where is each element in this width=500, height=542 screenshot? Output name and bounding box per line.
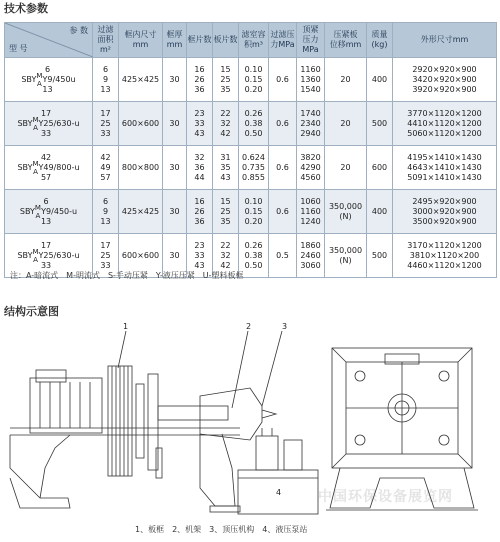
cell-model xyxy=(5,58,93,102)
model-suffix: /450-u xyxy=(51,206,78,216)
model-type-a: A xyxy=(35,211,41,220)
cell-plates: 22 32 42 xyxy=(213,234,239,278)
callout-4: 4 xyxy=(276,488,282,497)
structure-diagram xyxy=(0,318,500,524)
corner-model-label: 型 号 xyxy=(9,44,28,53)
cell-frames: 23 33 43 xyxy=(187,102,213,146)
structure-title: 结构示意图 xyxy=(4,305,59,318)
cell-pressure: 0.6 xyxy=(269,190,297,234)
model-type-m: M xyxy=(32,159,39,168)
cell-plates: 15 25 35 xyxy=(213,190,239,234)
cell-stroke: 20 xyxy=(325,146,367,190)
hydraulic-pump-station xyxy=(238,428,318,514)
header-area: 过滤 面积 m² xyxy=(93,23,119,58)
cell-dimensions: 2495×920×900 3000×920×900 3500×920×900 xyxy=(393,190,497,234)
corner-header xyxy=(5,23,93,58)
cell-inner-size: 600×600 xyxy=(119,234,163,278)
model-type-a: A xyxy=(33,123,38,132)
model-code xyxy=(17,241,79,271)
cell-press-force: 1740 2340 2940 xyxy=(297,102,325,146)
header-inner-size: 框内尺寸 mm xyxy=(119,23,163,58)
model-code xyxy=(21,65,75,95)
tech-params-title: 技术参数 xyxy=(4,2,48,15)
cell-thickness: 30 xyxy=(163,102,187,146)
cell-mass: 500 xyxy=(367,234,393,278)
table-row xyxy=(5,190,497,234)
filter-press-front-view xyxy=(326,348,478,510)
model-prefix: SBY xyxy=(17,250,33,260)
cell-frames: 32 36 44 xyxy=(187,146,213,190)
cell-frames: 23 33 43 xyxy=(187,234,213,278)
cell-volume: 0.624 0.735 0.855 xyxy=(239,146,269,190)
cell-model xyxy=(5,102,93,146)
model-code xyxy=(17,153,79,183)
cell-dimensions: 3770×1120×1200 4410×1120×1200 5060×1120×1200 xyxy=(393,102,497,146)
header-dimensions: 外形尺寸mm xyxy=(393,23,497,58)
spec-table xyxy=(4,22,497,278)
model-type-m: M xyxy=(32,115,39,124)
cell-plates: 15 25 35 xyxy=(213,58,239,102)
cell-dimensions: 2920×920×900 3420×920×900 3920×920×900 xyxy=(393,58,497,102)
table-row xyxy=(5,58,497,102)
model-type-m: M xyxy=(34,203,41,212)
cell-mass: 400 xyxy=(367,190,393,234)
callout-1: 1 xyxy=(123,322,129,331)
model-suffix: /630-u xyxy=(53,118,80,128)
model-suffix: /450u xyxy=(52,74,76,84)
header-plate-count: 板片数 xyxy=(213,23,239,58)
cell-area: 6 9 13 xyxy=(93,190,119,234)
cell-area: 17 25 33 xyxy=(93,102,119,146)
model-prefix: SBY xyxy=(17,162,33,172)
cell-model xyxy=(5,146,93,190)
cell-area: 42 49 57 xyxy=(93,146,119,190)
model-suffix: /630-u xyxy=(53,250,80,260)
cell-thickness: 30 xyxy=(163,190,187,234)
model-sizes: 6 Y9 13 xyxy=(40,196,52,226)
cell-plates: 31 35 43 xyxy=(213,146,239,190)
cell-stroke: 350,000 (N) xyxy=(325,234,367,278)
cell-inner-size: 800×800 xyxy=(119,146,163,190)
cell-thickness: 30 xyxy=(163,58,187,102)
cell-area: 17 25 33 xyxy=(93,234,119,278)
watermark: 中国环保设备展览网 xyxy=(318,489,453,505)
corner-param-label: 参 数 xyxy=(69,26,88,35)
cell-volume: 0.10 0.15 0.20 xyxy=(239,58,269,102)
header-stroke: 压紧板 位移mm xyxy=(325,23,367,58)
cell-pressure: 0.6 xyxy=(269,102,297,146)
legend-note: 注：A-暗流式 M-明流式 S-手动压紧 Y-液压压紧 U-塑料板框 xyxy=(10,271,244,280)
model-code xyxy=(20,197,77,227)
callout-3: 3 xyxy=(282,322,288,331)
cell-press-force: 1060 1160 1240 xyxy=(297,190,325,234)
cell-stroke: 350,000 (N) xyxy=(325,190,367,234)
cell-plates: 22 32 42 xyxy=(213,102,239,146)
cell-model xyxy=(5,190,93,234)
cell-inner-size: 425×425 xyxy=(119,190,163,234)
table-header-row xyxy=(5,23,497,58)
header-chamber-volume: 滤室容 积m³ xyxy=(239,23,269,58)
cell-press-force: 3820 4290 4560 xyxy=(297,146,325,190)
callout-2: 2 xyxy=(246,322,252,331)
header-mass: 质量 (kg) xyxy=(367,23,393,58)
header-frame-count: 框片数 xyxy=(187,23,213,58)
cell-mass: 500 xyxy=(367,102,393,146)
model-type-a: A xyxy=(36,79,42,88)
cell-inner-size: 600×600 xyxy=(119,102,163,146)
model-suffix: /800-u xyxy=(53,162,80,172)
cell-dimensions: 4195×1410×1430 4643×1410×1430 5091×1410×1430 xyxy=(393,146,497,190)
cell-press-force: 1160 1360 1540 xyxy=(297,58,325,102)
model-sizes: 17 Y25 33 xyxy=(38,240,54,270)
cell-dimensions: 3170×1120×1200 3810×1120×200 4460×1120×1200 xyxy=(393,234,497,278)
model-sizes: 6 Y9 13 xyxy=(42,64,53,94)
model-prefix: SBY xyxy=(17,118,33,128)
cell-pressure: 0.5 xyxy=(269,234,297,278)
cell-volume: 0.10 0.15 0.20 xyxy=(239,190,269,234)
cell-press-force: 1860 2460 3060 xyxy=(297,234,325,278)
cell-mass: 400 xyxy=(367,58,393,102)
diagram-caption: 1、板框 2、机架 3、顶压机构 4、液压泵站 xyxy=(135,525,308,534)
cell-pressure: 0.6 xyxy=(269,146,297,190)
cell-frames: 16 26 36 xyxy=(187,190,213,234)
model-type-m: M xyxy=(36,71,43,80)
cell-inner-size: 425×425 xyxy=(119,58,163,102)
cell-stroke: 20 xyxy=(325,102,367,146)
cell-thickness: 30 xyxy=(163,234,187,278)
cell-thickness: 30 xyxy=(163,146,187,190)
model-type-m: M xyxy=(32,247,39,256)
table-row xyxy=(5,146,497,190)
model-sizes: 17 Y25 33 xyxy=(38,108,54,138)
cell-stroke: 20 xyxy=(325,58,367,102)
cell-volume: 0.26 0.38 0.50 xyxy=(239,234,269,278)
model-code xyxy=(17,109,79,139)
header-frame-thickness: 框厚 mm xyxy=(163,23,187,58)
cell-area: 6 9 13 xyxy=(93,58,119,102)
cell-volume: 0.26 0.38 0.50 xyxy=(239,102,269,146)
cell-pressure: 0.6 xyxy=(269,58,297,102)
cell-frames: 16 26 36 xyxy=(187,58,213,102)
header-filter-pressure: 过滤压 力MPa xyxy=(269,23,297,58)
model-prefix: SBY xyxy=(19,206,35,216)
model-sizes: 42 Y49 57 xyxy=(38,152,54,182)
model-type-a: A xyxy=(33,255,38,264)
header-press-force: 顶紧 压力 MPa xyxy=(297,23,325,58)
table-row xyxy=(5,102,497,146)
model-prefix: SBY xyxy=(21,74,37,84)
model-type-a: A xyxy=(33,167,38,176)
cell-mass: 600 xyxy=(367,146,393,190)
